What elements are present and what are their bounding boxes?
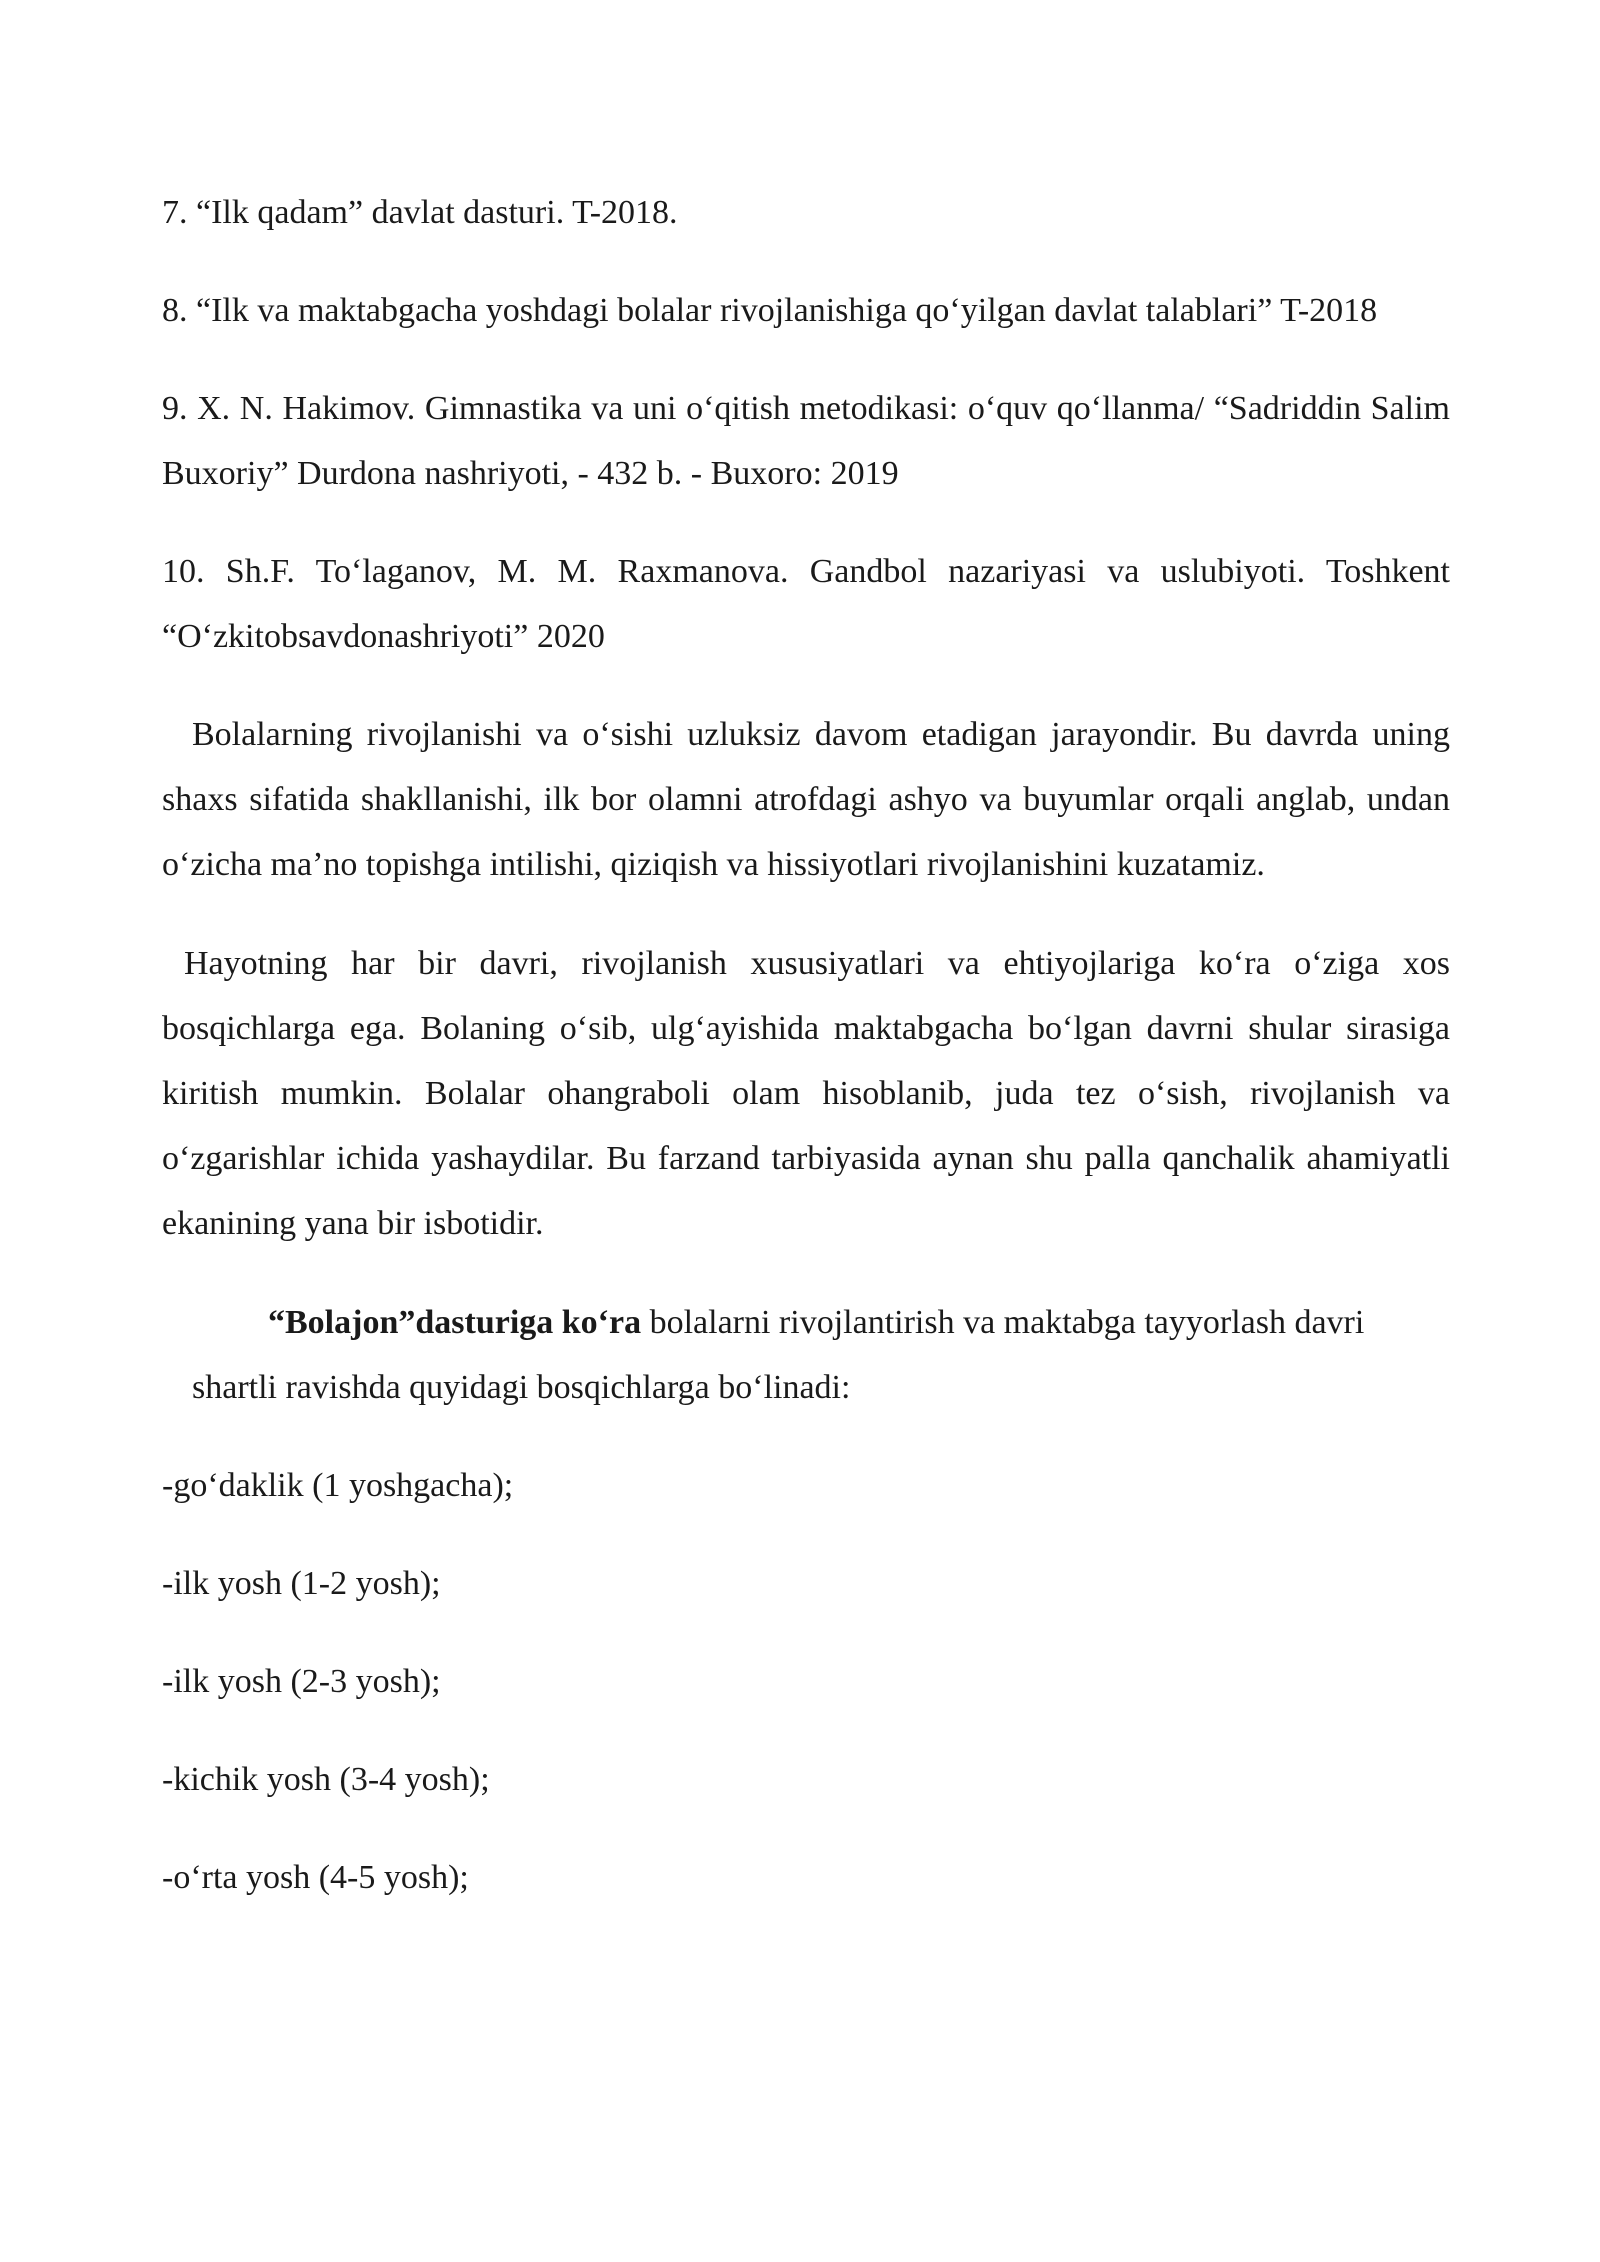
list-item: -ilk yosh (2-3 yosh); (162, 1663, 441, 1700)
list-item: -ilk yosh (1-2 yosh); (162, 1565, 441, 1602)
stage-list (162, 1453, 1450, 1910)
document-page (162, 180, 1450, 1943)
list-item: -kichik yosh (3-4 yosh); (162, 1761, 490, 1798)
bolajon-title: “Bolajon”dasturiga ko‘ra (268, 1304, 642, 1341)
reference-item: 9. X. N. Hakimov. Gimnastika va uni o‘qitish metodikasi: o‘quv qo‘llanma/ “Sadriddin Salim Buxoriy” Durdona nashriyoti, - 432 b. - Buxoro: 2019 (162, 390, 1450, 492)
list-item: -o‘rta yosh (4-5 yosh); (162, 1859, 469, 1896)
reference-item (162, 539, 1450, 669)
bolajon-paragraph (162, 1290, 1450, 1420)
reference-item: 8. “Ilk va maktabgacha yoshdagi bolalar rivojlanishiga qo‘yilgan davlat talablari” T-2018 (162, 292, 1378, 329)
bolajon-text: bolalarni rivojlantirish va maktabga tayyorlash davri shartli ravishda quyidagi bosqichlarga bo‘linadi: (192, 1304, 1365, 1406)
list-item: -go‘daklik (1 yoshgacha); (162, 1467, 514, 1504)
reference-text: 10. Sh.F. To‘laganov, M. M. Raxmanova. Gandbol nazariyasi va uslubiyoti. Toshkent “O‘zkitobsavdonashriyoti” 2020 (162, 553, 1450, 655)
reference-item: 7. “Ilk qadam” davlat dasturi. T-2018. (162, 194, 678, 231)
body-paragraph: Bolalarning rivojlanishi va o‘sishi uzluksiz davom etadigan jarayondir. Bu davrda uning shaxs sifatida shakllanishi, ilk bor olamni atrofdagi ashyo va buyumlar orqali anglab, undan o‘zicha ma’no topishga intilishi, qiziqish va hissiyotlari rivojlanishini kuzatamiz. (162, 716, 1450, 883)
body-paragraph: Hayotning har bir davri, rivojlanish xususiyatlari va ehtiyojlariga ko‘ra o‘ziga xos bosqichlarga ega. Bolaning o‘sib, ulg‘ayishida maktabgacha bo‘lgan davrni shular sirasiga kiritish mumkin. Bolalar ohangraboli olam hisoblanib, juda tez o‘sish, rivojlanish va o‘zgarishlar ichida yashaydilar. Bu farzand tarbiyasida aynan shu palla qanchalik ahamiyatli ekanining yana bir isbotidir. (162, 945, 1450, 1242)
